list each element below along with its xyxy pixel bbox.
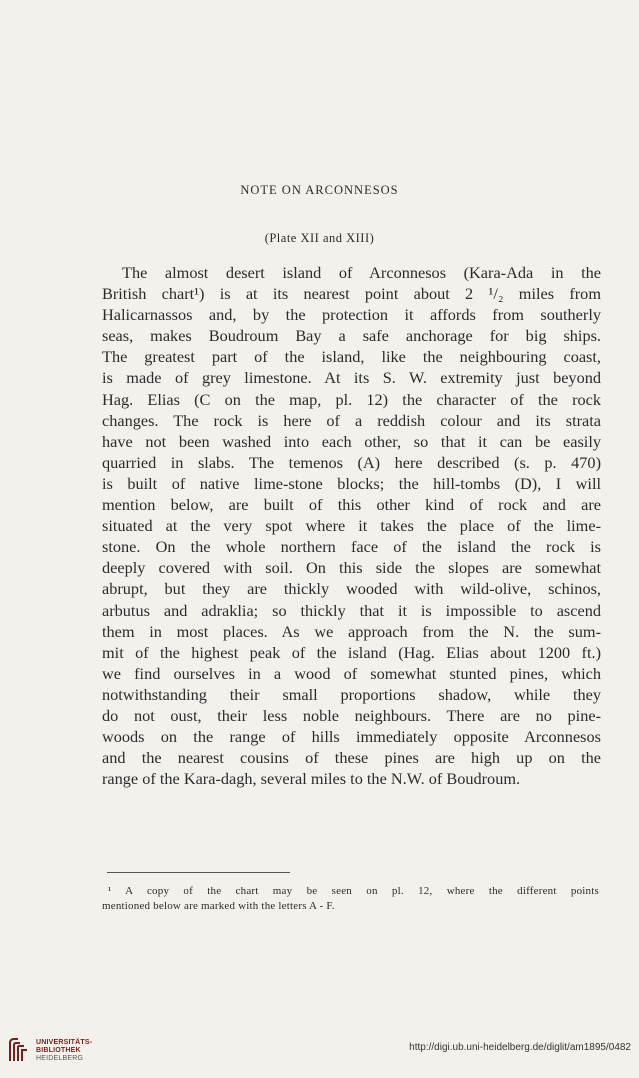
body-line: stone. On the whole northern face of the island the rock is (102, 537, 601, 557)
body-line: woods on the range of hills immediately opposite Arconnesos (102, 727, 601, 747)
body-line: have not been washed into each other, so that it can be easily (102, 431, 601, 451)
body-line: arbutus and adraklia; so thickly that it is impossible to ascend (102, 600, 601, 620)
footnote-line: ¹ A copy of the chart may be seen on pl. 12, where the different points (108, 885, 599, 897)
page-subtitle: (Plate XII and XIII) (264, 231, 375, 245)
body-line: Halicarnassos and, by the protection it affords from southerly (102, 305, 601, 325)
body-line: and the nearest cousins of these pines are high up on the (102, 748, 601, 768)
page-title: NOTE ON ARCONNESOS (240, 183, 399, 197)
body-line: we find ourselves in a wood of somewhat stunted pines, which (102, 663, 601, 683)
body-line: British chart¹) is at its nearest point about 2 ¹/₂ miles from (102, 284, 601, 304)
body-line: them in most places. As we approach from the N. the sum- (102, 621, 601, 641)
body-line: seas, makes Boudroum Bay a safe anchorage for big ships. (102, 326, 601, 346)
body-line: quarried in slabs. The temenos (A) here described (s. p. 470) (102, 452, 601, 472)
body-line: situated at the very spot where it takes the place of the lime- (102, 516, 601, 536)
body-line: Hag. Elias (C on the map, pl. 12) the character of the rock (102, 389, 601, 409)
body-line: is made of grey limestone. At its S. W. extremity just beyond (102, 368, 601, 388)
source-url[interactable]: http://digi.ub.uni-heidelberg.de/diglit/am1895/0482 (409, 1042, 631, 1053)
footnote (102, 884, 599, 914)
footnote-line: mentioned below are marked with the letters A - F. (102, 900, 335, 912)
body-line: mit of the highest peak of the island (Hag. Elias about 1200 ft.) (102, 642, 601, 662)
body-line: range of the Kara-dagh, several miles to the N.W. of Boudroum. (102, 769, 521, 789)
body-line: abrupt, but they are thickly wooded with wild-olive, schinos, (102, 579, 601, 599)
body-line: is built of native lime-stone blocks; the hill-tombs (D), I will (102, 473, 601, 493)
library-name: UNIVERSITÄTS- BIBLIOTHEK HEIDELBERG (36, 1039, 93, 1062)
body-line: deeply covered with soil. On this side the slopes are somewhat (102, 558, 601, 578)
body-line: notwithstanding their small proportions shadow, while they (102, 684, 601, 704)
body-line: The almost desert island of Arconnesos (Kara-Ada in the (122, 263, 601, 282)
body-line: mention below, are built of this other kind of rock and are (102, 495, 601, 515)
body-line: do not oust, their less noble neighbours. There are no pine- (102, 705, 601, 725)
body-text (102, 262, 601, 789)
body-line: The greatest part of the island, like the neighbouring coast, (102, 347, 601, 367)
library-emblem-icon (8, 1037, 30, 1063)
body-line: changes. The rock is here of a reddish colour and its strata (102, 410, 601, 430)
library-logo[interactable] (8, 1034, 118, 1074)
footnote-rule (107, 872, 290, 873)
